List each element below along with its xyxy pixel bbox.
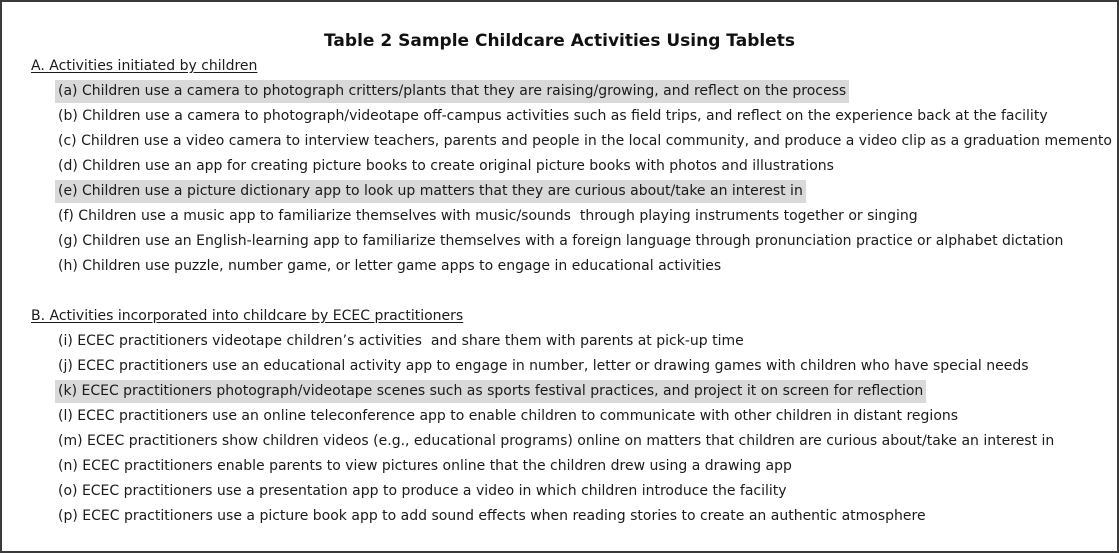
list-item-p: (p) ECEC practitioners use a picture book app to add sound effects when reading stories to create an authentic atmosphere xyxy=(58,508,926,524)
list-item-b: (b) Children use a camera to photograph/videotape off-campus activities such as field trips, and reflect on the experience back at the facility xyxy=(58,108,1048,124)
list-item-i: (i) ECEC practitioners videotape children’s activities and share them with parents at pick-up time xyxy=(58,333,744,349)
list-item-k: (k) ECEC practitioners photograph/videotape scenes such as sports festival practices, and project it on screen for reflection xyxy=(55,379,1057,404)
list-item-h: (h) Children use puzzle, number game, or letter game apps to engage in educational activities xyxy=(58,258,722,274)
list-item-m: (m) ECEC practitioners show children videos (e.g., educational programs) online on matters that children are curious about/take an interest in xyxy=(58,433,1055,449)
list-item-f: (f) Children use a music app to familiarize themselves with music/sounds through playing instruments together or singing xyxy=(58,208,918,224)
list-item-l: (l) ECEC practitioners use an online teleconference app to enable children to communicate with other children in distant regions xyxy=(58,408,959,424)
list-item-g: (g) Children use an English-learning app to familiarize themselves with a foreign language through pronunciation practice or alphabet dictation xyxy=(58,233,1064,249)
list-item-j: (j) ECEC practitioners use an educational activity app to engage in number, letter or drawing games with children who have special needs xyxy=(58,358,1029,374)
table-title: Table 2 Sample Childcare Activities Using Tablets xyxy=(324,31,795,51)
list-item-d: (d) Children use an app for creating picture books to create original picture books with photos and illustrations xyxy=(58,158,834,174)
section-b-heading: B. Activities incorporated into childcare by ECEC practitioners xyxy=(31,308,464,324)
list-item-e: (e) Children use a picture dictionary app to look up matters that they are curious about/take an interest in xyxy=(55,179,1115,204)
section-b-list xyxy=(55,329,1057,529)
list-item-a: (a) Children use a camera to photograph critters/plants that they are raising/growing, and reflect on the process xyxy=(55,79,1115,104)
list-item-c: (c) Children use a video camera to interview teachers, parents and people in the local community, and produce a video clip as a graduation memento xyxy=(58,133,1112,149)
list-item-o: (o) ECEC practitioners use a presentation app to produce a video in which children introduce the facility xyxy=(58,483,787,499)
section-a-heading: A. Activities initiated by children xyxy=(31,58,258,74)
section-a-list xyxy=(55,79,1115,279)
list-item-n: (n) ECEC practitioners enable parents to view pictures online that the children drew using a drawing app xyxy=(58,458,792,474)
